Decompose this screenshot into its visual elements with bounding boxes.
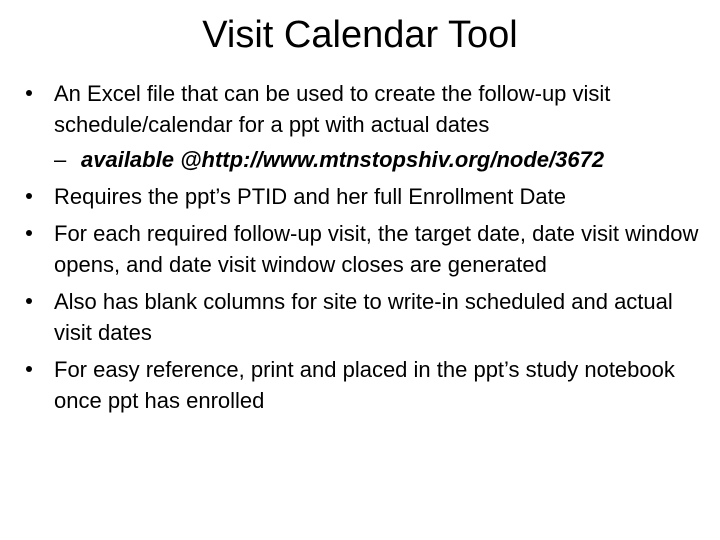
bullet-dot-icon xyxy=(26,298,32,304)
bullet-item xyxy=(24,218,704,280)
bullet-dot-icon xyxy=(26,90,32,96)
bullet-text: For each required follow-up visit, the target date, date visit window opens, and date visit window closes are generated xyxy=(54,221,699,277)
bullet-list xyxy=(24,78,704,416)
sub-bullet-text: available @http://www.mtnstopshiv.org/node/3672 xyxy=(81,147,605,172)
slide-title: Visit Calendar Tool xyxy=(202,14,518,56)
bullet-text: Requires the ppt’s PTID and her full Enrollment Date xyxy=(54,184,566,209)
bullet-item xyxy=(24,286,704,348)
sub-bullet-marker: – xyxy=(54,147,67,172)
bullet-text: For easy reference, print and placed in the ppt’s study notebook once ppt has enrolled xyxy=(54,357,675,413)
bullet-item xyxy=(24,354,704,416)
bullet-dot-icon xyxy=(26,193,32,199)
bullet-dot-icon xyxy=(26,366,32,372)
bullet-text: Also has blank columns for site to write-in scheduled and actual visit dates xyxy=(54,289,673,345)
slide-body xyxy=(24,78,704,422)
bullet-item xyxy=(24,181,704,212)
bullet-dot-icon xyxy=(26,230,32,236)
bullet-item xyxy=(24,78,704,175)
bullet-text: An Excel file that can be used to create the follow-up visit schedule/calendar for a ppt with actual dates xyxy=(54,81,611,137)
sub-bullet xyxy=(54,144,704,175)
